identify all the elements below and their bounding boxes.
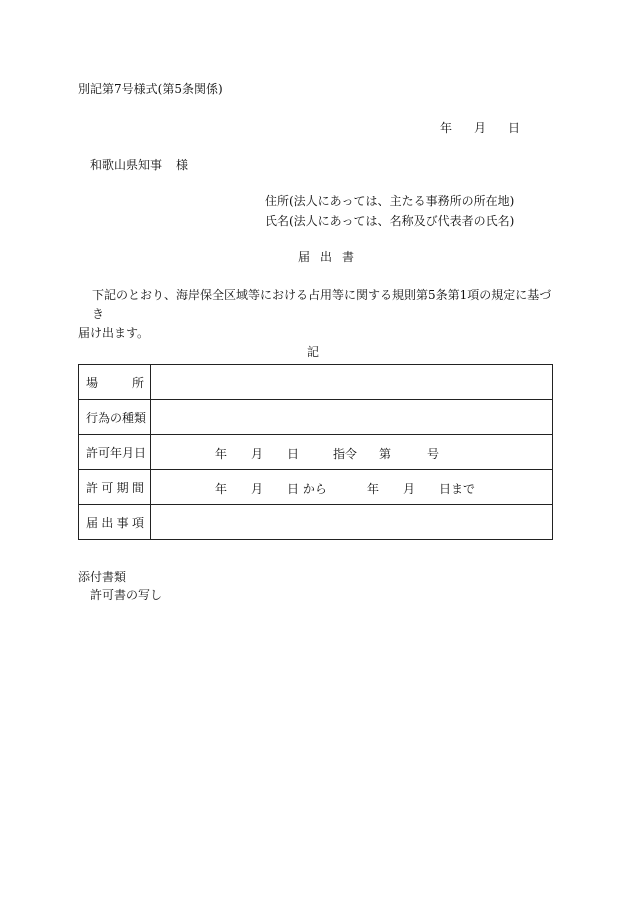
label-permit-period: 許 可 期 間: [79, 470, 151, 505]
date-year: 年: [440, 121, 453, 135]
attachment-item: 許可書の写し: [90, 588, 163, 602]
body-text: [78, 286, 558, 343]
period-day-end: 日まで: [439, 482, 476, 496]
period-year-start: 年: [215, 482, 228, 496]
addressee-honorific: 様: [176, 158, 189, 172]
form-table: [78, 364, 553, 540]
place-field[interactable]: [151, 365, 553, 400]
body-line-1: 下記のとおり、海岸保全区域等における占用等に関する規則第5条第1項の規定に基づき: [92, 288, 552, 321]
addressee: [90, 156, 188, 173]
applicant-block: [265, 191, 514, 231]
label-place: 場 所: [79, 365, 151, 400]
period-month-start: 月: [251, 482, 264, 496]
applicant-address: 住所(法人にあっては、主たる事務所の所在地): [265, 194, 515, 208]
date-day: 日: [508, 121, 521, 135]
date-line: [440, 119, 520, 136]
period-month-end: 月: [403, 482, 416, 496]
form-code: 別記第7号様式(第5条関係): [78, 82, 223, 96]
notification-items-field[interactable]: [151, 505, 553, 540]
label-notification-items: 届 出 事 項: [79, 505, 151, 540]
label-activity-type: 行為の種類: [79, 400, 151, 435]
permit-period-field[interactable]: [151, 470, 553, 505]
table-row: [79, 400, 553, 435]
applicant-name: 氏名(法人にあっては、名称及び代表者の氏名): [265, 214, 515, 228]
permit-year: 年: [215, 447, 228, 461]
period-day-start: 日 から: [287, 482, 327, 496]
label-permit-date: 許可年月日: [79, 435, 151, 470]
permit-dai: 第: [379, 447, 392, 461]
attachments-title: 添付書類: [78, 570, 127, 584]
ki-heading: 記: [307, 345, 320, 359]
period-year-end: 年: [367, 482, 380, 496]
permit-gou: 号: [427, 447, 440, 461]
activity-type-field[interactable]: [151, 400, 553, 435]
document-title: 届出書: [298, 250, 365, 264]
addressee-name: 和歌山県知事: [90, 158, 163, 172]
table-row: [79, 435, 553, 470]
table-row: [79, 365, 553, 400]
body-line-2: 届け出ます。: [78, 326, 150, 340]
permit-day: 日: [287, 447, 300, 461]
table-row: [79, 505, 553, 540]
date-month: 月: [474, 121, 487, 135]
permit-directive: 指令: [333, 447, 358, 461]
permit-date-field[interactable]: [151, 435, 553, 470]
permit-month: 月: [251, 447, 264, 461]
table-row: [79, 470, 553, 505]
